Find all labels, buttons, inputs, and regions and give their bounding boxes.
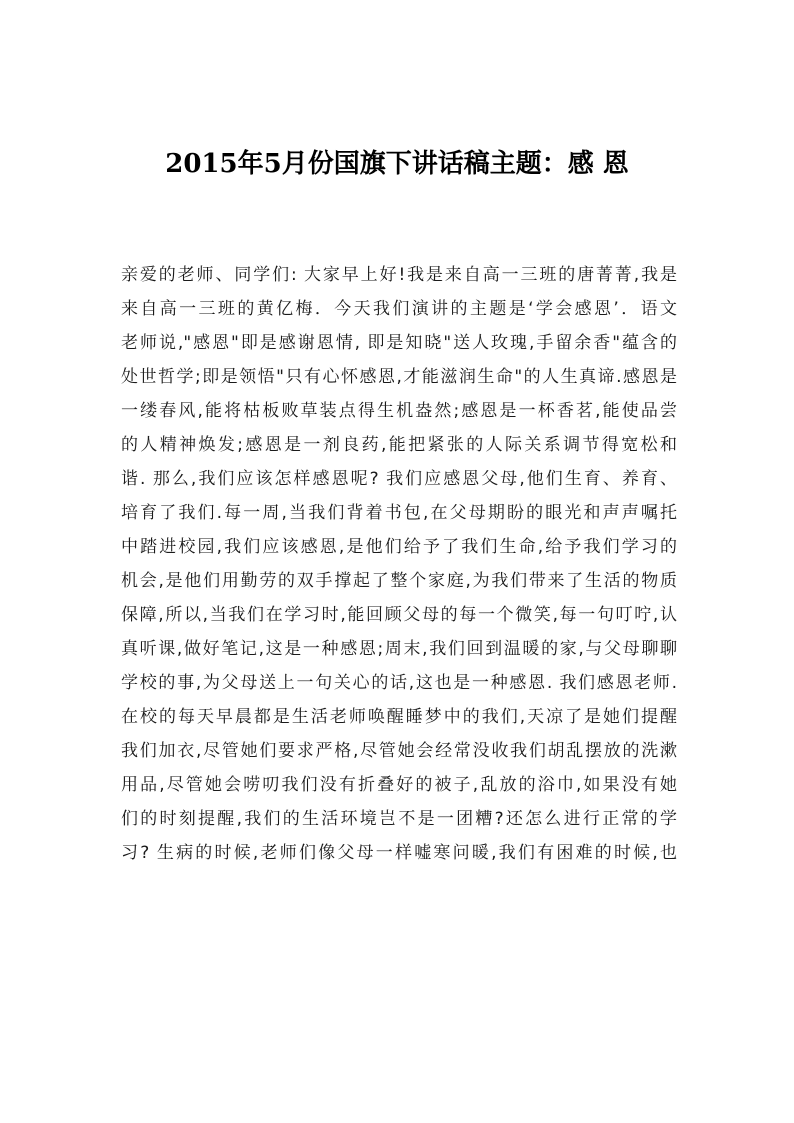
body-line: 我们加衣,尽管她们要求严格,尽管她会经常没收我们胡乱摆放的洗漱 (121, 741, 677, 761)
body-line: 老师说,"感恩"即是感谢恩情, 即是知晓"送人玫瑰,手留余香"蕴含的 (121, 333, 677, 353)
body-line: 们的时刻提醒,我们的生活环境岂不是一团糟?还怎么进行正常的学 (121, 809, 677, 829)
body-line: 在校的每天早晨都是生活老师唤醒睡梦中的我们,天凉了是她们提醒 (121, 707, 677, 727)
body-line: 谐. 那么,我们应该怎样感恩呢? 我们应感恩父母,他们生育、养育、 (121, 469, 677, 489)
body-line: 培育了我们.每一周,当我们背着书包,在父母期盼的眼光和声声嘱托 (121, 503, 677, 523)
body-line: 学校的事,为父母送上一句关心的话,这也是一种感恩. 我们感恩老师. (121, 673, 677, 693)
body-line: 来自高一三班的黄亿梅．今天我们演讲的主题是‘学会感恩’．语文 (121, 299, 677, 319)
body-line: 机会,是他们用勤劳的双手撑起了整个家庭,为我们带来了生活的物质 (121, 571, 677, 591)
body-line: 习? 生病的时候,老师们像父母一样嘘寒问暖,我们有困难的时候,也 (121, 843, 677, 863)
body-line: 的人精神焕发;感恩是一剂良药,能把紧张的人际关系调节得宽松和 (121, 435, 677, 455)
body-line: 保障,所以,当我们在学习时,能回顾父母的每一个微笑,每一句叮咛,认 (121, 605, 677, 625)
body-line: 处世哲学;即是领悟"只有心怀感恩,才能滋润生命"的人生真谛.感恩是 (121, 367, 677, 387)
body-line: 用品,尽管她会唠叨我们没有折叠好的被子,乱放的浴巾,如果没有她 (121, 775, 677, 795)
body-line: 中踏进校园,我们应该感恩,是他们给予了我们生命,给予我们学习的 (121, 537, 677, 557)
document-title: 2015年5月份国旗下讲话稿主题：感 恩 (165, 149, 629, 179)
body-line: 一缕春风,能将枯板败草装点得生机盎然;感恩是一杯香茗,能使品尝 (121, 401, 677, 421)
body-line: 真听课,做好笔记,这是一种感恩;周末,我们回到温暖的家,与父母聊聊 (121, 639, 677, 659)
body-line: 亲爱的老师、同学们: 大家早上好!我是来自高一三班的唐菁菁,我是 (121, 265, 677, 285)
